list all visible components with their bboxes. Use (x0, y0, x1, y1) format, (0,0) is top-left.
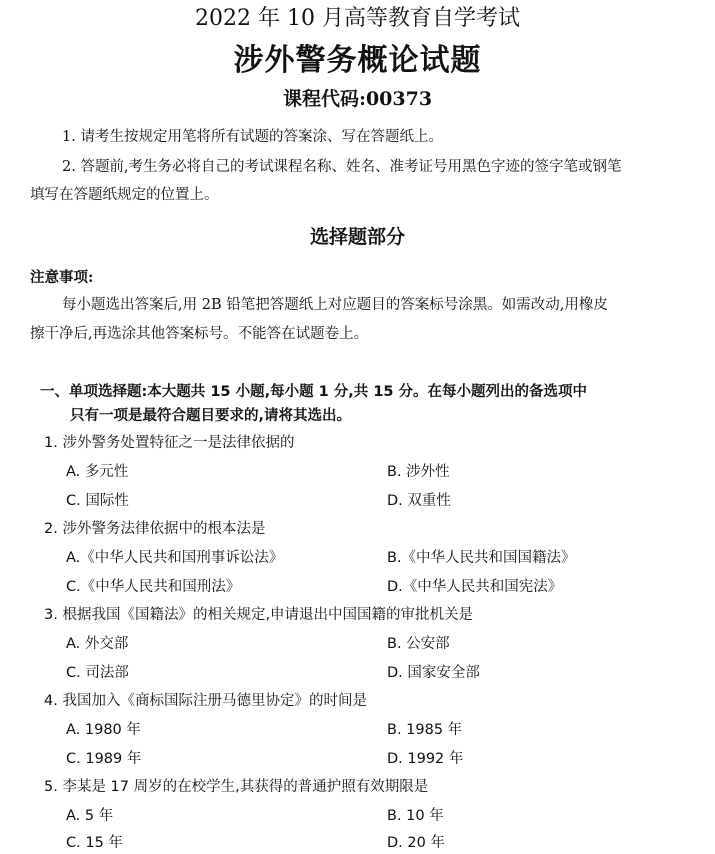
question-2-option-b: B.《中华人民共和国国籍法》 (387, 550, 576, 566)
question-1-option-a: A. 多元性 (66, 464, 129, 480)
question-2-stem: 2. 涉外警务法律依据中的根本法是 (44, 521, 266, 537)
question-1-option-b: B. 涉外性 (387, 464, 450, 480)
notes-line-2: 擦干净后,再选涂其他答案标号。不能答在试题卷上。 (30, 326, 369, 342)
question-3-option-c: C. 司法部 (66, 665, 129, 681)
question-1-stem: 1. 涉外警务处置特征之一是法律依据的 (44, 435, 295, 451)
notes-line-1: 每小题选出答案后,用 2B 铅笔把答题纸上对应题目的答案标号涂黑。如需改动,用橡皮 (62, 297, 608, 313)
question-2-option-c: C.《中华人民共和国刑法》 (66, 579, 241, 595)
question-5-option-d: D. 20 年 (387, 835, 445, 851)
course-code: 课程代码:00373 (282, 88, 433, 110)
part1-heading-continued: 只有一项是最符合题目要求的,请将其选出。 (70, 408, 352, 424)
question-5-option-a: A. 5 年 (66, 808, 114, 824)
instruction-2-continued: 填写在答题纸规定的位置上。 (30, 187, 219, 203)
question-5-option-b: B. 10 年 (387, 808, 444, 824)
question-5-option-c: C. 15 年 (66, 835, 123, 851)
question-5-stem: 5. 李某是 17 周岁的在校学生,其获得的普通护照有效期限是 (44, 779, 429, 795)
question-4-option-a: A. 1980 年 (66, 722, 141, 738)
question-3-option-a: A. 外交部 (66, 636, 129, 652)
question-2-option-d: D.《中华人民共和国宪法》 (387, 579, 563, 595)
question-4-stem: 4. 我国加入《商标国际注册马德里协定》的时间是 (44, 693, 367, 709)
exam-line: 2022 年 10 月高等教育自学考试 (195, 6, 520, 31)
notes-heading: 注意事项: (30, 269, 94, 286)
section-title: 选择题部分 (309, 226, 405, 248)
question-3-option-d: D. 国家安全部 (387, 665, 480, 681)
question-3-stem: 3. 根据我国《国籍法》的相关规定,申请退出中国国籍的审批机关是 (44, 607, 474, 623)
instruction-1: 1. 请考生按规定用笔将所有试题的答案涂、写在答题纸上。 (62, 129, 443, 145)
question-4-option-b: B. 1985 年 (387, 722, 463, 738)
instruction-2: 2. 答题前,考生务必将自己的考试课程名称、姓名、准考证号用黑色字迹的签字笔或钢笔 (62, 159, 622, 175)
question-1-option-d: D. 双重性 (387, 493, 451, 509)
question-3-option-b: B. 公安部 (387, 636, 450, 652)
part1-heading: 一、单项选择题:本大题共 15 小题,每小题 1 分,共 15 分。在每小题列出的备选项中 (40, 384, 588, 400)
subject-title: 涉外警务概论试题 (233, 43, 482, 78)
question-1-option-c: C. 国际性 (66, 493, 129, 509)
question-4-option-c: C. 1989 年 (66, 751, 142, 767)
question-2-option-a: A.《中华人民共和国刑事诉讼法》 (66, 550, 284, 566)
question-4-option-d: D. 1992 年 (387, 751, 464, 767)
